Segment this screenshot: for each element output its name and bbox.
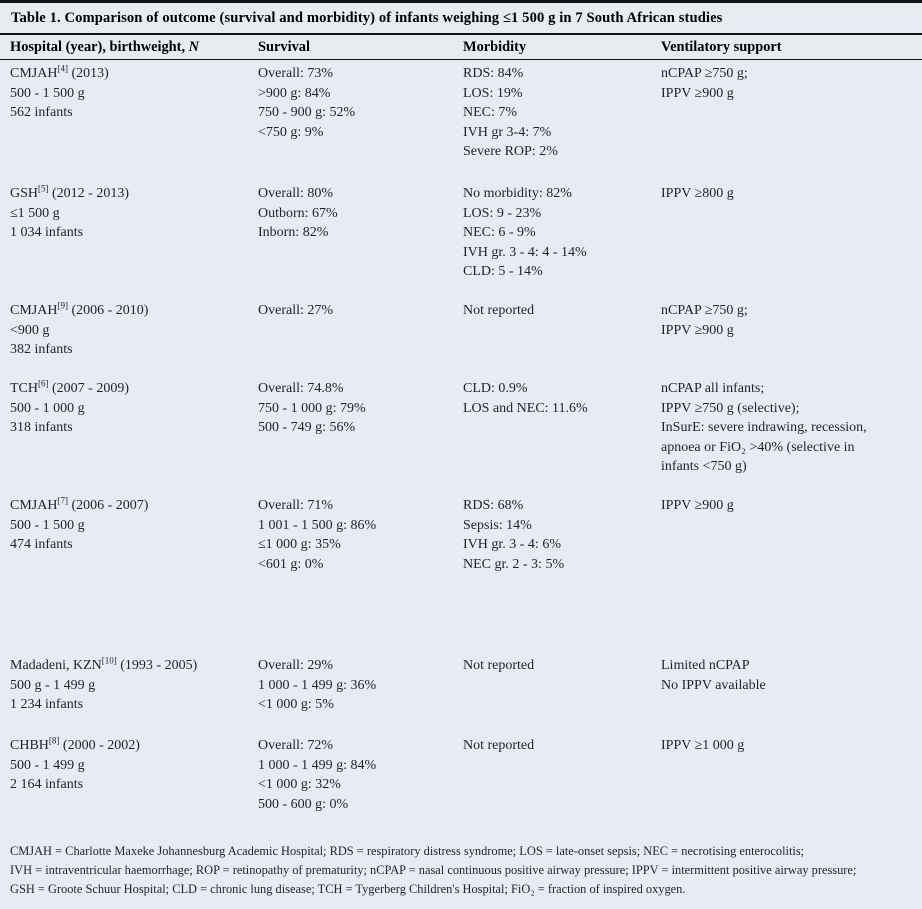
abbreviations-footnote: CMJAH = Charlotte Maxeke Johannesburg Academic Hospital; RDS = respiratory distress syndrome; LOS = late-onset sepsis; NEC = necrotising enterocolitis; IVH = intraventricular haemorrhage; ROP = retinopathy of prematurity; nCPAP = nasal continuous positive airway pressure; IPPV = intermittent positive airway pressure; GSH = Groote Schuur Hospital; CLD = chronic lung disease; TCH = Tygerberg Children's Hospital; FiO₂ = fraction of inspired oxygen. [10, 844, 857, 896]
morbidity-cell: Not reported [463, 303, 535, 318]
morbidity-cell: RDS: 68% Sepsis: 14% IVH gr. 3 - 4: 6% NEC gr. 2 - 3: 5% [463, 498, 565, 572]
hospital-cell [10, 375, 258, 438]
hospital-details: 500 - 1 000 g 318 infants [10, 400, 85, 435]
column-header-ventilation: Ventilatory support [661, 39, 782, 55]
hospital-details: 500 g - 1 499 g 1 234 infants [10, 677, 96, 712]
morbidity-cell: RDS: 84% LOS: 19% NEC: 7% IVH gr 3-4: 7% Severe ROP: 2% [463, 66, 558, 159]
table-row-cmjah-2013 [10, 60, 912, 180]
table-title: Table 1. Comparison of outcome (survival and morbidity) of infants weighing ≤1 500 g in 7 South African studies [11, 10, 723, 26]
reference-superscript: [4] [57, 63, 68, 74]
table-row-cmjah-2006-2010 [10, 297, 912, 375]
hospital-name: CMJAH [10, 303, 58, 318]
hospital-name-line [10, 736, 248, 756]
table-header-row [10, 35, 912, 59]
morbidity-cell: Not reported [463, 738, 535, 753]
hospital-details: 500 - 1 500 g 562 infants [10, 85, 85, 120]
hospital-details: 500 - 1 500 g 474 infants [10, 517, 85, 552]
hospital-details: 500 - 1 499 g 2 164 infants [10, 757, 85, 792]
table-row-tch [10, 375, 912, 492]
hospital-cell [10, 297, 258, 360]
reference-superscript: [7] [57, 495, 68, 506]
hospital-name-line [10, 184, 248, 204]
table-row-cmjah-2006-2007 [10, 492, 912, 652]
reference-superscript: [6] [38, 378, 49, 389]
hospital-name: CMJAH [10, 66, 58, 81]
hospital-year: (2013) [67, 66, 109, 81]
survival-cell: Overall: 80% Outborn: 67% Inborn: 82% [258, 186, 338, 240]
hospital-details: <900 g 382 infants [10, 322, 73, 357]
hospital-year: (2000 - 2002) [59, 738, 140, 753]
hospital-year: (2006 - 2007) [67, 498, 149, 513]
ventilation-cell: IPPV ≥1 000 g [661, 738, 745, 753]
reference-superscript: [10] [101, 655, 117, 666]
survival-cell: Overall: 72% 1 000 - 1 499 g: 84% <1 000 g: 32% 500 - 600 g: 0% [258, 738, 377, 812]
morbidity-cell: Not reported [463, 658, 535, 673]
hospital-name: TCH [10, 381, 38, 396]
reference-superscript: [9] [57, 300, 68, 311]
hospital-name-line [10, 301, 248, 321]
header-n-italic: N [188, 39, 200, 55]
column-header-morbidity: Morbidity [463, 39, 527, 55]
survival-cell: Overall: 29% 1 000 - 1 499 g: 36% <1 000 g: 5% [258, 658, 377, 712]
hospital-name-line [10, 496, 248, 516]
ventilation-cell: nCPAP all infants; IPPV ≥750 g (selective); InSurE: severe indrawing, recession, apnoea or FiO₂ >40% (selective in infants <750 g) [661, 381, 867, 474]
hospital-cell [10, 492, 258, 555]
ventilation-cell: Limited nCPAP No IPPV available [661, 658, 766, 693]
ventilation-cell: nCPAP ≥750 g; IPPV ≥900 g [661, 303, 748, 338]
morbidity-cell: No morbidity: 82% LOS: 9 - 23% NEC: 6 - 9% IVH gr. 3 - 4: 4 - 14% CLD: 5 - 14% [463, 186, 587, 279]
column-header-survival: Survival [258, 39, 310, 55]
hospital-name: Madadeni, KZN [10, 658, 102, 673]
hospital-name: GSH [10, 186, 39, 201]
table-row-madadeni [10, 652, 912, 732]
header-hospital-text: Hospital (year), birthweight, [10, 39, 189, 55]
ventilation-cell: IPPV ≥900 g [661, 498, 734, 513]
morbidity-cell: CLD: 0.9% LOS and NEC: 11.6% [463, 381, 588, 416]
hospital-year: (1993 - 2005) [116, 658, 198, 673]
hospital-cell [10, 732, 258, 795]
hospital-cell [10, 60, 258, 123]
column-header-hospital [10, 39, 258, 56]
hospital-year: (2012 - 2013) [48, 186, 130, 201]
ventilation-cell: nCPAP ≥750 g; IPPV ≥900 g [661, 66, 748, 101]
reference-superscript: [5] [38, 183, 49, 194]
hospital-name: CHBH [10, 738, 49, 753]
hospital-name-line [10, 379, 248, 399]
survival-cell: Overall: 27% [258, 303, 334, 318]
hospital-cell [10, 652, 258, 715]
reference-superscript: [8] [48, 735, 60, 746]
survival-cell: Overall: 71% 1 001 - 1 500 g: 86% ≤1 000 g: 35% <601 g: 0% [258, 498, 377, 572]
survival-cell: Overall: 74.8% 750 - 1 000 g: 79% 500 - 749 g: 56% [258, 381, 366, 435]
table-row-gsh [10, 180, 912, 297]
ventilation-cell: IPPV ≥800 g [661, 186, 734, 201]
hospital-details: ≤1 500 g 1 034 infants [10, 205, 84, 240]
hospital-name-line [10, 64, 248, 84]
hospital-name-line [10, 656, 248, 676]
hospital-year: (2007 - 2009) [48, 381, 129, 396]
survival-cell: Overall: 73% >900 g: 84% 750 - 900 g: 52% <750 g: 9% [258, 66, 356, 140]
hospital-cell [10, 180, 258, 243]
hospital-year: (2006 - 2010) [67, 303, 149, 318]
hospital-name: CMJAH [10, 498, 58, 513]
table-row-chbh [10, 732, 912, 826]
